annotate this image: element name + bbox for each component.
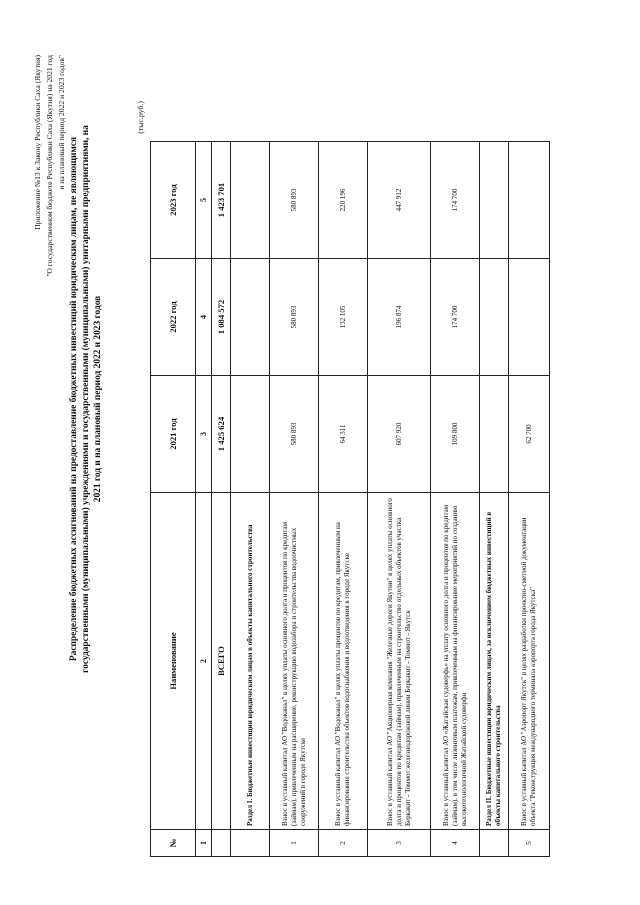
row-2022: 132 105 (319, 259, 368, 376)
section-num-cell (231, 830, 270, 857)
index-cell: 3 (196, 376, 212, 493)
row-name: Взнос в уставный капитал АО "Водоканал" в целях уплаты процентов по кредитам, привлеченным на финансирование строительства объектов водоснабжения и водоотведения в городе Якутске (319, 493, 368, 830)
total-2023: 1 423 701 (212, 142, 231, 259)
budget-table (150, 141, 550, 857)
row-num: 3 (368, 830, 431, 857)
row-2021: 64 311 (319, 376, 368, 493)
row-2023 (509, 142, 550, 259)
index-cell: 1 (196, 830, 212, 857)
header-num: № (151, 830, 196, 857)
section-empty-cell (480, 376, 509, 493)
table-row (319, 142, 368, 857)
units-label: (тыс.руб.) (136, 101, 145, 134)
row-2022 (509, 259, 550, 376)
row-2021: 580 893 (270, 376, 319, 493)
title-line-1: Распределение бюджетных ассигнований на предоставление бюджетных инвестиций юридическим лицам, не являющимся (69, 136, 79, 662)
section-empty-cell (231, 142, 270, 259)
table-row (368, 142, 431, 857)
document-title (68, 79, 104, 719)
total-row (212, 142, 231, 857)
table-row (509, 142, 550, 857)
column-index-row (196, 142, 212, 857)
header-2023: 2023 год (151, 142, 196, 259)
section-empty-cell (231, 376, 270, 493)
row-name: Взнос в уставный капитал АО "Аэропорт Якутск" в целях разработки проектно-сметной документации объекта "Реконструкция международного терминала аэропорта города Якутска" (509, 493, 550, 830)
row-2022: 580 893 (270, 259, 319, 376)
title-line-3: 2021 год и на плановый период 2022 и 2023 годов (93, 295, 103, 503)
row-num: 4 (431, 830, 480, 857)
index-cell: 4 (196, 259, 212, 376)
section-empty-cell (231, 259, 270, 376)
row-2023: 580 893 (270, 142, 319, 259)
table-row (431, 142, 480, 857)
section-1-title: Раздел I. Бюджетные инвестиции юридическим лицам в объекты капитального строительства (231, 493, 270, 830)
total-num-cell (212, 830, 231, 857)
total-label: ВСЕГО (212, 493, 231, 830)
row-name: Взнос в уставный капитал АО "Акционерная компания "Железные дороги Якутии" в целях уплаты основного долга и процентов по кредитам (займам), привлеченным на строительство отдельных объектов участка Беркакит - Томмот железнодорожной линии Беркакит - Томмот - Якутск (368, 493, 431, 830)
section-1-row (231, 142, 270, 857)
section-2-title: Раздел II. Бюджетные инвестиции юридическим лицам, за исключением бюджетных инвестиций в объекты капитального строительства (480, 493, 509, 830)
row-num: 5 (509, 830, 550, 857)
row-2023: 447 912 (368, 142, 431, 259)
row-2023: 220 196 (319, 142, 368, 259)
row-2023: 174 700 (431, 142, 480, 259)
row-2021: 62 700 (509, 376, 550, 493)
row-2022: 196 874 (368, 259, 431, 376)
row-num: 1 (270, 830, 319, 857)
total-2021: 1 425 624 (212, 376, 231, 493)
header-name: Наименование (151, 493, 196, 830)
section-empty-cell (480, 259, 509, 376)
appendix-note (32, 55, 68, 315)
row-2021: 607 920 (368, 376, 431, 493)
row-num: 2 (319, 830, 368, 857)
row-name: Взнос в уставный капитал АО «Жатайская судоверфь» на уплату основного долга и процентов по кредитам (займам), в том числе лизинговым платежам, привлеченным на финансирование мероприятий по созданию высокотехнологичной Жатайской судоверфи (431, 493, 480, 830)
appendix-line-1: Приложение №13 к Закону Республики Саха (Якутия) (33, 55, 42, 230)
title-line-2: государственными (муниципальными) учреждениями и государственными (муниципальными) унитарными предприятиями, на (81, 125, 91, 673)
section-empty-cell (480, 142, 509, 259)
appendix-line-3: и на плановый период 2022 и 2023 годов" (57, 55, 66, 190)
header-2021: 2021 год (151, 376, 196, 493)
section-num-cell (480, 830, 509, 857)
appendix-line-2: "О государственном бюджете Республики Саха (Якутия) на 2021 год (45, 55, 54, 277)
row-2022: 174 700 (431, 259, 480, 376)
table-row (270, 142, 319, 857)
row-2021: 109 800 (431, 376, 480, 493)
index-cell: 5 (196, 142, 212, 259)
header-2022: 2022 год (151, 259, 196, 376)
table-header-row (151, 142, 196, 857)
row-name: Взнос в уставный капитал АО "Водоканал" в целях уплаты основного долга и процентов по кредитам (займам), привлеченным на расширение, реконструкцию водозабора и строительства водоочистных сооружений в городе Якутске (270, 493, 319, 830)
index-cell: 2 (196, 493, 212, 830)
total-2022: 1 084 572 (212, 259, 231, 376)
section-2-row (480, 142, 509, 857)
